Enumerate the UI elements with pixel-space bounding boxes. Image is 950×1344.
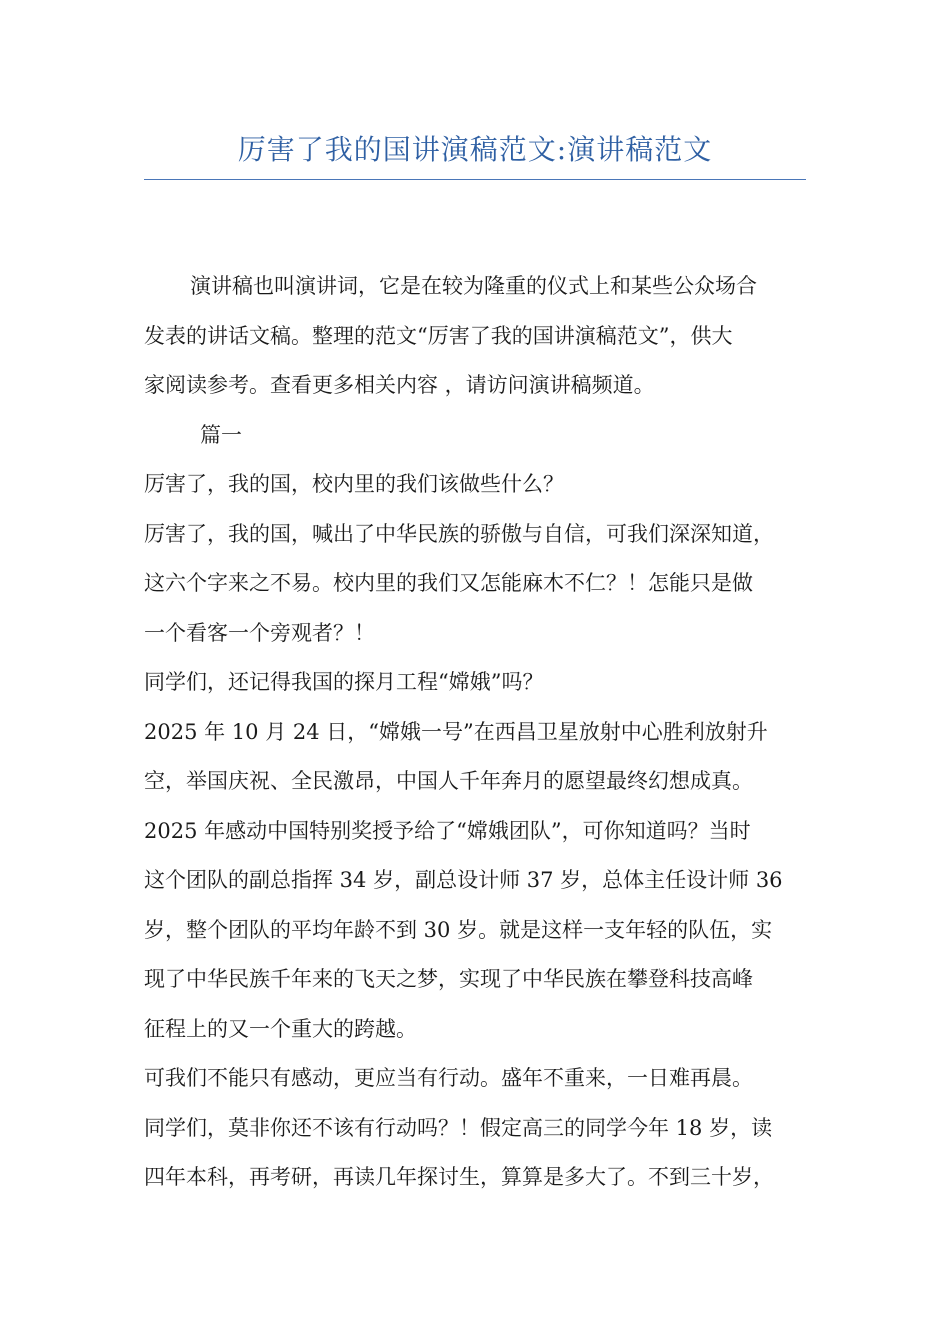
text-line: 家阅读参考。查看更多相关内容 ，请访问演讲稿频道。: [144, 373, 655, 397]
text-line: 一个看客一个旁观者？！: [144, 620, 375, 645]
text-line: 同学们，莫非你还不该有行动吗？！假定高三的同学今年 18 岁，读: [144, 1115, 773, 1140]
text-line: 篇一: [200, 422, 242, 447]
paragraph: [144, 1054, 824, 1203]
text-line: 发表的讲话文稿。整理的范文“厉害了我的国讲演稿范文”，供大: [144, 323, 733, 348]
document-title: 厉害了我的国讲演稿范文:演讲稿范文: [237, 133, 713, 166]
text-line: 可我们不能只有感动，更应当有行动。盛年不重来，一日难再晨。: [144, 1066, 753, 1090]
section-heading: [144, 411, 824, 461]
paragraph: [144, 708, 824, 1055]
paragraph: [144, 658, 824, 708]
document-body: [144, 262, 824, 1203]
text-line: 演讲稿也叫演讲词，它是在较为隆重的仪式上和某些公众场合: [190, 274, 757, 298]
text-line: 2025 年 10 月 24 日，“嫦娥一号”在西昌卫星放射中心胜利放射升: [144, 719, 768, 744]
text-line: 岁，整个团队的平均年龄不到 30 岁。就是这样一支年轻的队伍，实: [144, 917, 773, 942]
text-line: 这六个字来之不易。校内里的我们又怎能麻木不仁？！怎能只是做: [144, 571, 753, 595]
text-line: 厉害了，我的国，喊出了中华民族的骄傲与自信，可我们深深知道，: [144, 521, 774, 546]
title-underline: [144, 179, 806, 180]
paragraph: [144, 460, 824, 510]
text-line: 厉害了，我的国，校内里的我们该做些什么？: [144, 472, 564, 496]
text-line: 同学们，还记得我国的探月工程“嫦娥”吗？: [144, 670, 544, 694]
text-line: 现了中华民族千年来的飞天之梦，实现了中华民族在攀登科技高峰: [144, 967, 753, 991]
text-line: 空，举国庆祝、全民激昂，中国人千年奔月的愿望最终幻想成真。: [144, 769, 753, 793]
text-line: 这个团队的副总指挥 34 岁，副总设计师 37 岁，总体主任设计师 36: [144, 868, 783, 892]
paragraph-intro: [144, 262, 824, 411]
text-line: 征程上的又一个重大的跨越。: [144, 1016, 417, 1041]
paragraph: [144, 510, 824, 659]
text-line: 四年本科，再考研，再读几年探讨生，算算是多大了。不到三十岁，: [144, 1165, 774, 1189]
text-line: 2025 年感动中国特别奖授予给了“嫦娥团队”，可你知道吗？当时: [144, 818, 751, 843]
